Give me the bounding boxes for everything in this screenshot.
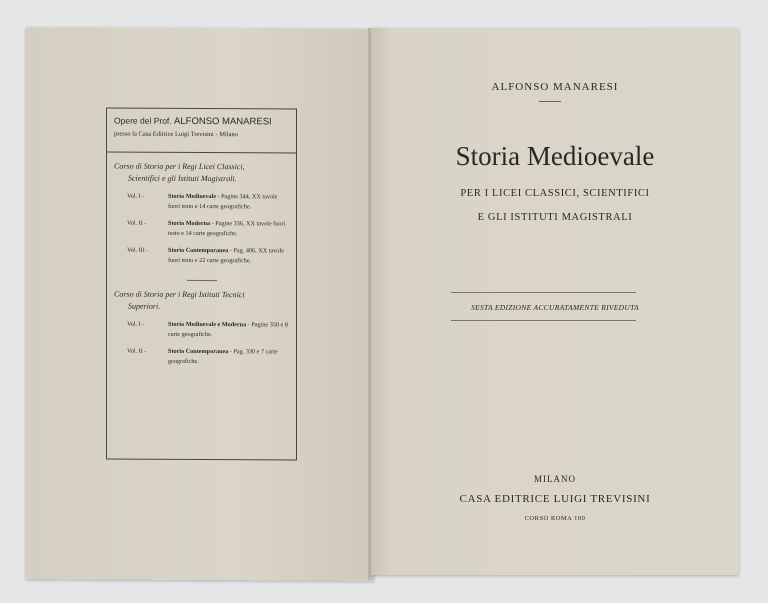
volume-title: Storia Medioevale (168, 192, 216, 201)
volume-desc: - Pagine 344, XX tavole fuori testo e 14 carte geografiche. (168, 193, 278, 211)
section-licei-title (107, 153, 296, 186)
address: CORSO ROMA 100 (524, 515, 586, 522)
edition: SESTA EDIZIONE ACCURATAMENTE RIVEDUTA (471, 303, 639, 312)
volume-entry (107, 239, 296, 267)
section-title-line: Superiori. (128, 301, 161, 311)
header-publisher: presso la Casa Editrice Luigi Trevisini - Milano (114, 130, 239, 139)
volume-desc: - Pagine 350 e 8 carte geografiche. (168, 321, 288, 339)
divider (539, 101, 561, 102)
header-prefix: Opere del Prof. (114, 115, 172, 126)
works-header (107, 109, 296, 154)
volume-text (168, 192, 290, 213)
subtitle-line-1: PER I LICEI CLASSICI, SCIENTIFICI (460, 188, 650, 199)
volume-number: Vol. II - (127, 219, 147, 227)
volume-title: Storia Contemporanea (168, 246, 229, 255)
volume-text (168, 347, 290, 368)
works-list-box (106, 108, 297, 461)
title-page (371, 28, 739, 575)
volume-title: Storia Moderna (168, 219, 211, 228)
left-page (26, 27, 374, 581)
volume-title: Storia Medioevale e Moderna (168, 320, 247, 329)
divider (451, 292, 636, 293)
volume-number: Vol. I - (127, 320, 145, 328)
section-title-line: Corso di Storia per i Regi Istituti Tecnici (114, 289, 245, 300)
volume-desc: - Pag. 330 e 7 carte geografiche. (168, 348, 278, 365)
volume-desc: - Pag. 406, XX tavole fuori testo e 22 carte geografiche. (168, 247, 284, 265)
volume-number: Vol. III - (127, 246, 149, 254)
volume-text (168, 219, 290, 240)
volume-entry (107, 340, 296, 368)
city: MILANO (534, 474, 576, 484)
volume-text (168, 246, 290, 267)
subtitle-line-2: E GLI ISTITUTI MAGISTRALI (477, 212, 633, 223)
volume-entry (107, 313, 296, 341)
volume-entry (107, 185, 296, 213)
publisher: CASA EDITRICE LUIGI TREVISINI (459, 493, 651, 505)
section-tecnici-title (107, 281, 296, 314)
divider (451, 320, 636, 321)
book-title: Storia Medioevale (455, 141, 655, 171)
volume-title: Storia Contemporanea (168, 347, 229, 356)
volume-entry (107, 212, 296, 240)
author: ALFONSO MANARESI (491, 81, 619, 93)
section-title-line: Corso di Storia per i Regi Licei Classici, (114, 161, 245, 172)
volume-number: Vol. II - (127, 347, 147, 355)
volume-number: Vol. I - (127, 192, 145, 200)
volume-desc: - Pagine 336, XX tavole fuori testo e 14 carte geografiche. (168, 220, 286, 238)
header-author: ALFONSO MANARESI (174, 115, 272, 128)
volume-text (168, 320, 290, 341)
section-title-line: Scientifici e gli Istituti Magistrali. (128, 173, 237, 184)
